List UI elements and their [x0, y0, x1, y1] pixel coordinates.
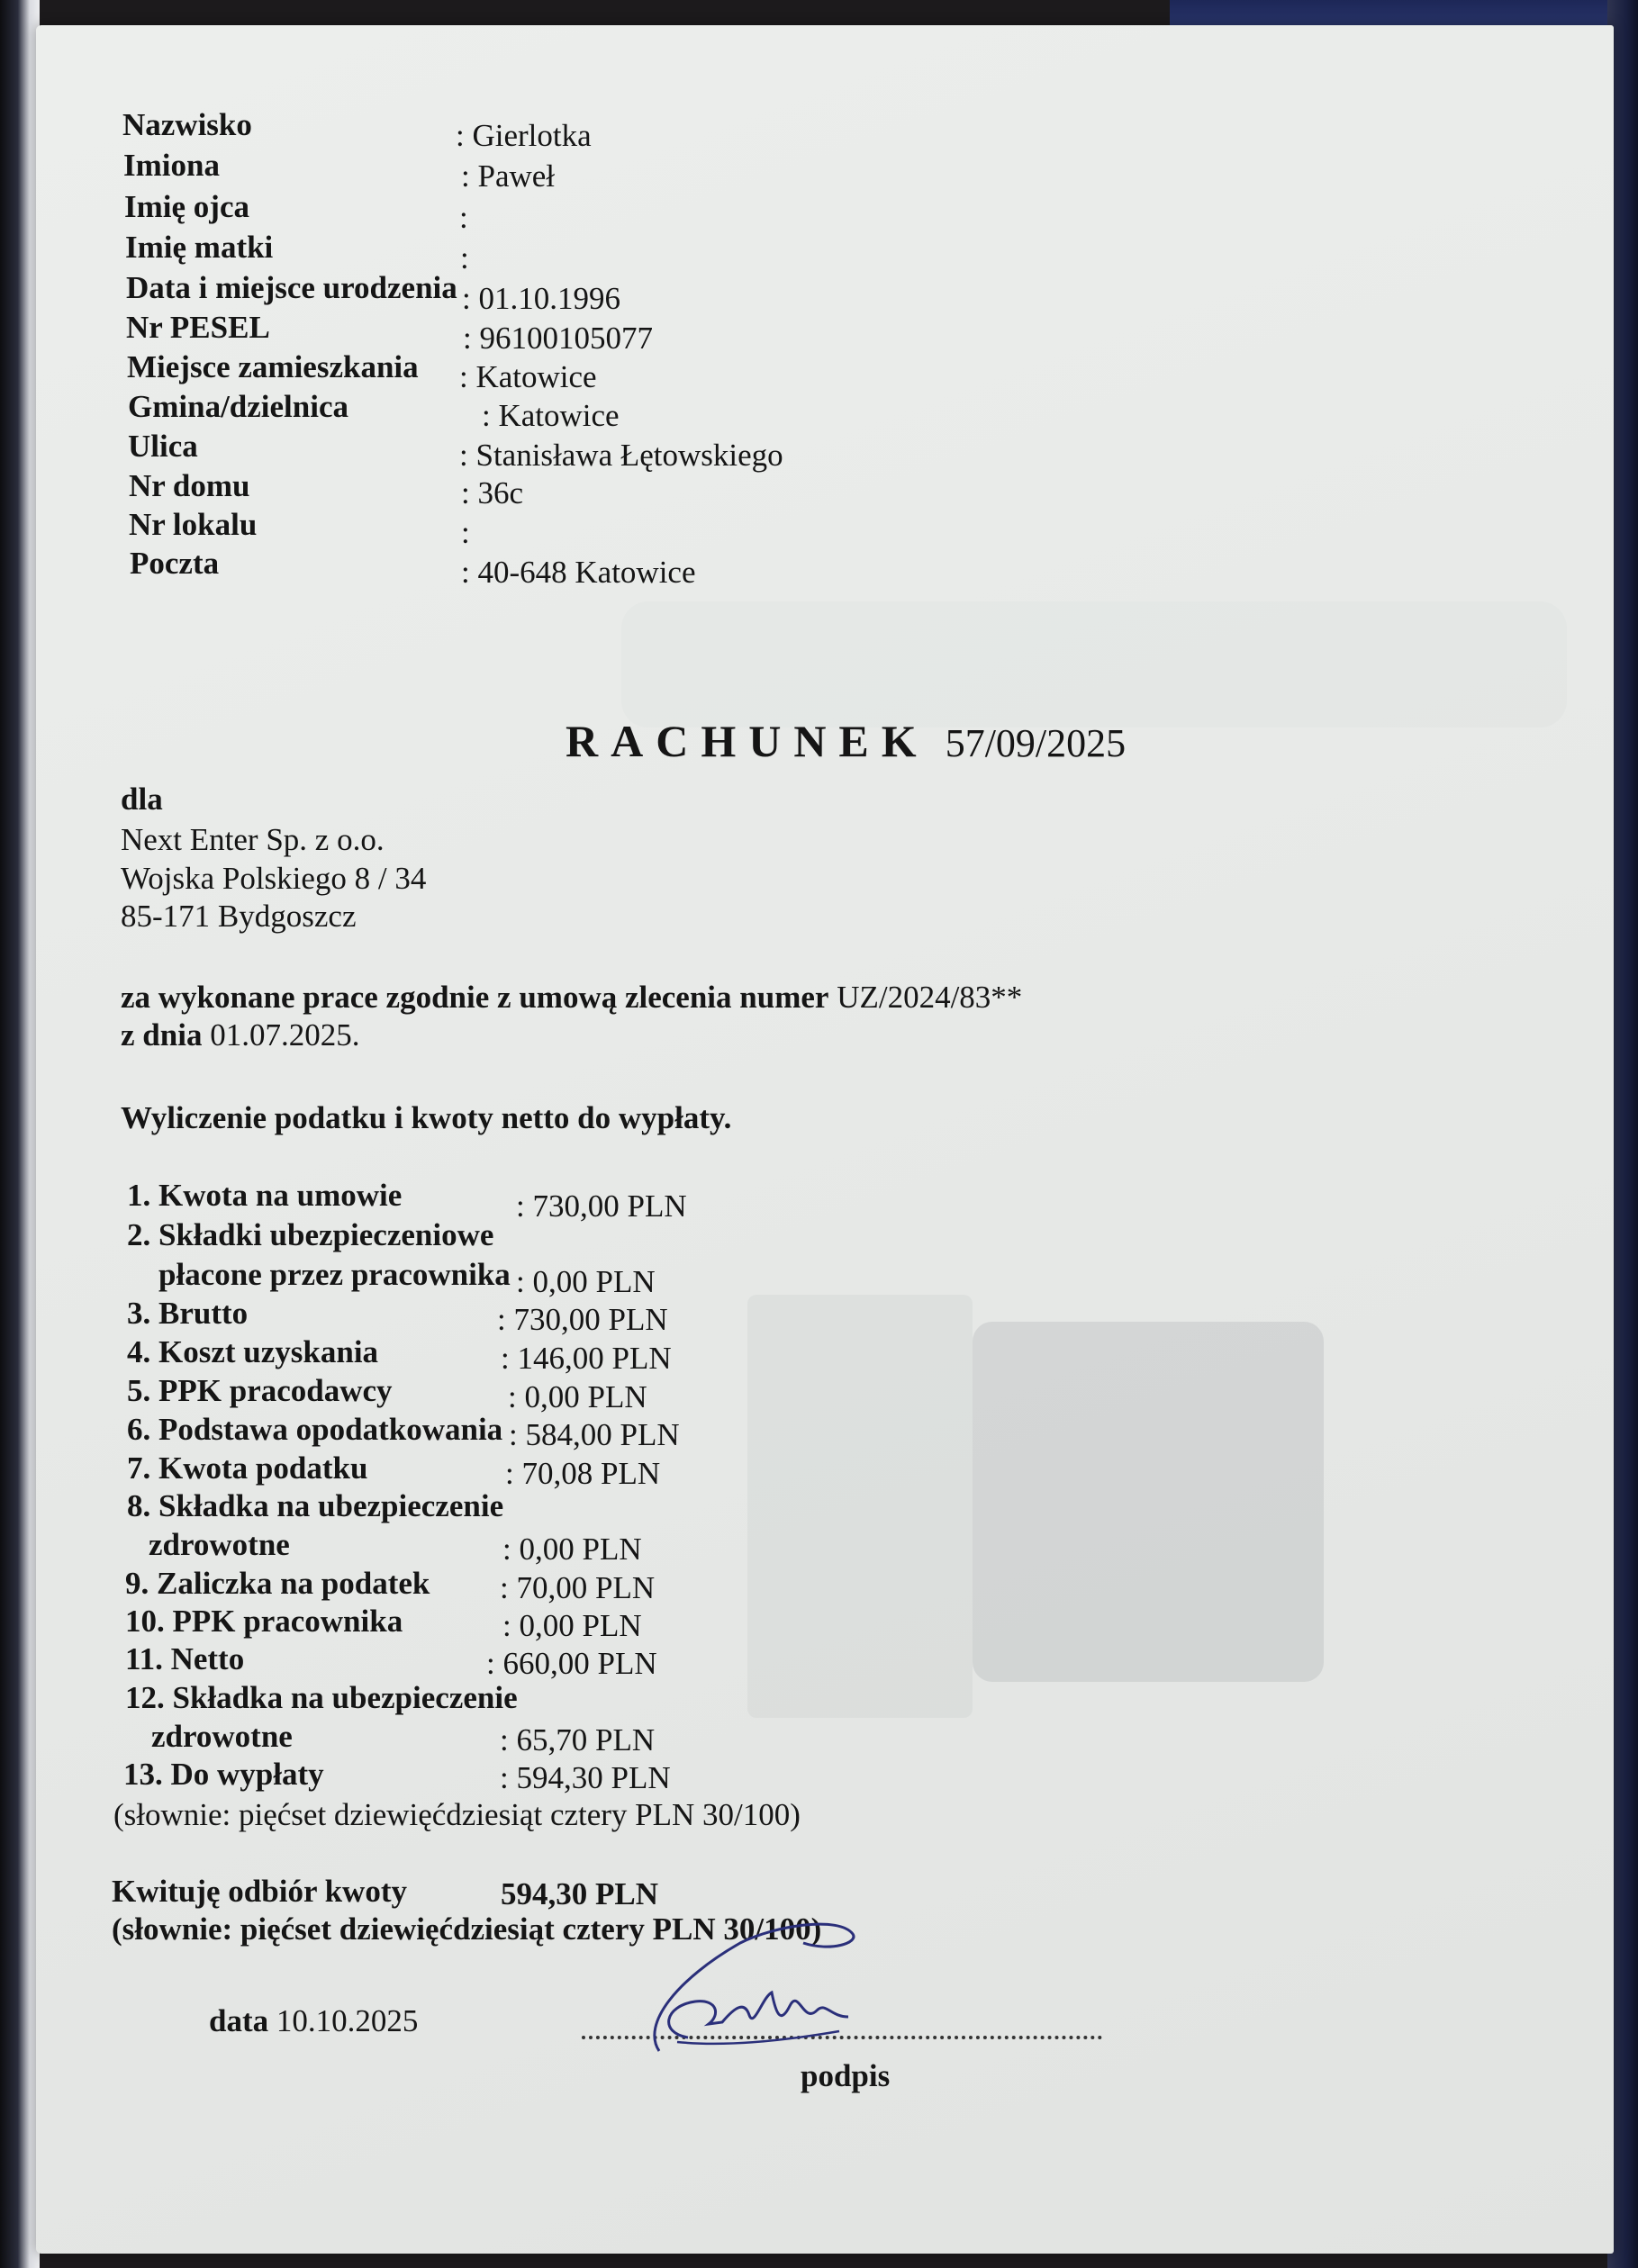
calc-item-label: 8. Składka na ubezpieczenie	[127, 1488, 504, 1523]
date-value: 10.10.2025	[276, 2003, 419, 2038]
calc-item-value: : 730,00 PLN	[516, 1188, 687, 1224]
value-pesel: : 96100105077	[463, 321, 653, 356]
value-nr-domu: : 36c	[461, 475, 524, 511]
contract-line-2	[121, 1019, 359, 1051]
contract-line-2-text: z dnia	[121, 1017, 203, 1053]
date-label: data	[209, 2003, 269, 2038]
value-poczta: : 40-648 Katowice	[461, 555, 696, 590]
calc-item-label: 2. Składki ubezpieczeniowe	[127, 1217, 494, 1252]
receipt-amount: 594,30 PLN	[501, 1876, 658, 1911]
value-data-urodzenia: : 01.10.1996	[462, 281, 620, 316]
calc-item-value: : 65,70 PLN	[500, 1722, 656, 1757]
recipient-city: 85-171 Bydgoszcz	[121, 899, 357, 934]
recipient-for-label: dla	[121, 782, 163, 817]
label-nr-domu: Nr domu	[129, 468, 250, 503]
calc-item-value: : 70,08 PLN	[505, 1456, 661, 1491]
watermark-shadow	[621, 601, 1567, 727]
receipt-label: Kwituję odbiór kwoty	[112, 1874, 407, 1909]
label-poczta: Poczta	[130, 546, 220, 581]
signature-label: podpis	[801, 2058, 891, 2093]
label-miejsce-zamieszkania: Miejsce zamieszkania	[127, 349, 419, 384]
document-page	[36, 25, 1614, 2254]
calc-item-label: 6. Podstawa opodatkowania	[127, 1412, 503, 1447]
calc-item-label: 10. PPK pracownika	[125, 1604, 403, 1639]
calc-item-label: 13. Do wypłaty	[123, 1757, 324, 1792]
value-ulica: : Stanisława Łętowskiego	[459, 438, 783, 473]
calc-item-value: : 70,00 PLN	[500, 1570, 656, 1605]
label-imie-matki: Imię matki	[125, 230, 274, 265]
value-miejsce-zamieszkania: : Katowice	[459, 359, 597, 394]
recipient-street: Wojska Polskiego 8 / 34	[121, 861, 427, 896]
label-imie-ojca: Imię ojca	[124, 189, 249, 224]
calc-item-label: 4. Koszt uzyskania	[127, 1334, 379, 1369]
calc-item-value: : 660,00 PLN	[486, 1646, 657, 1681]
value-gmina: : Katowice	[482, 398, 620, 433]
contract-number: UZ/2024/83**	[837, 980, 1023, 1015]
label-imiona: Imiona	[123, 148, 220, 183]
calc-item-label: 9. Zaliczka na podatek	[125, 1566, 430, 1601]
watermark-logo-part	[747, 1295, 973, 1718]
calc-item-label: 3. Brutto	[127, 1296, 249, 1331]
value-imie-matki: :	[460, 240, 469, 276]
value-nazwisko: : Gierlotka	[456, 118, 592, 153]
calc-item-value: : 594,30 PLN	[500, 1760, 671, 1795]
label-data-urodzenia: Data i miejsce urodzenia	[126, 270, 457, 305]
date-field	[209, 2005, 418, 2037]
calc-item-value: : 0,00 PLN	[502, 1532, 642, 1567]
calc-item-label: 11. Netto	[125, 1641, 245, 1676]
calc-amount-in-words: (słownie: pięćset dziewięćdziesiąt cztery PLN 30/100)	[113, 1797, 801, 1832]
calc-item-label: 5. PPK pracodawcy	[127, 1373, 393, 1408]
calc-item-value: : 730,00 PLN	[497, 1302, 668, 1337]
calc-item-label: 7. Kwota podatku	[127, 1450, 368, 1486]
calc-item-value: : 146,00 PLN	[501, 1341, 672, 1376]
calc-item-value: : 584,00 PLN	[509, 1417, 680, 1452]
value-imiona: : Paweł	[461, 158, 556, 194]
contract-line-1	[121, 981, 1022, 1013]
contract-date: 01.07.2025.	[210, 1017, 360, 1053]
invoice-title	[566, 715, 1126, 767]
calc-item-label: płacone przez pracownika	[158, 1257, 511, 1292]
label-ulica: Ulica	[128, 429, 198, 464]
contract-line-1-text: za wykonane prace zgodnie z umową zlecenia numer	[121, 980, 829, 1015]
calc-item-label: 1. Kwota na umowie	[127, 1178, 403, 1213]
calc-item-value: : 0,00 PLN	[516, 1264, 656, 1299]
calc-heading: Wyliczenie podatku i kwoty netto do wypłaty.	[121, 1100, 732, 1135]
recipient-name: Next Enter Sp. z o.o.	[121, 822, 385, 857]
calc-item-value: : 0,00 PLN	[508, 1379, 647, 1414]
calc-item-value: : 0,00 PLN	[502, 1608, 642, 1643]
calc-item-label: zdrowotne	[149, 1527, 290, 1562]
label-pesel: Nr PESEL	[126, 310, 270, 345]
value-nr-lokalu: :	[461, 515, 470, 550]
receipt-amount-in-words: (słownie: pięćset dziewięćdziesiąt cztery PLN 30/100)	[112, 1911, 822, 1947]
calc-item-label: 12. Składka na ubezpieczenie	[125, 1680, 518, 1715]
label-nazwisko: Nazwisko	[122, 107, 252, 142]
watermark-logo-block	[973, 1322, 1324, 1682]
binder-spine-left	[0, 0, 40, 2268]
value-imie-ojca: :	[459, 200, 468, 235]
calc-item-label: zdrowotne	[151, 1719, 293, 1754]
label-gmina: Gmina/dzielnica	[128, 389, 348, 424]
invoice-number: 57/09/2025	[945, 721, 1127, 765]
label-nr-lokalu: Nr lokalu	[129, 507, 258, 542]
invoice-title-word: RACHUNEK	[566, 716, 929, 766]
